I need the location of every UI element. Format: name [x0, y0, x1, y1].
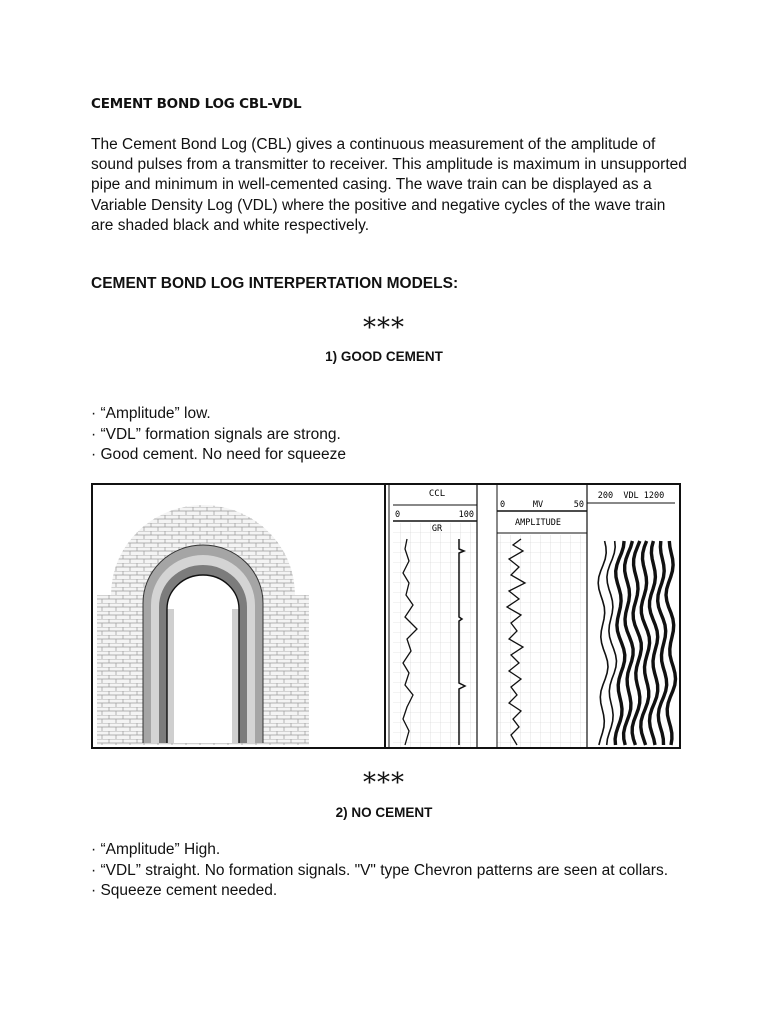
section-heading: CEMENT BOND LOG INTERPERTATION MODELS:	[91, 275, 459, 292]
bullet-item: · “VDL” formation signals are strong.	[91, 425, 341, 443]
mv-max-label: 50	[573, 500, 584, 510]
log-figure-svg	[91, 483, 681, 749]
cement-bond-log-figure	[91, 483, 681, 749]
vdl-header: 200 VDL 1200	[597, 491, 665, 501]
model-heading-good-cement: 1) GOOD CEMENT	[325, 349, 443, 364]
bullet-item: · Squeeze cement needed.	[91, 882, 278, 899]
bullet-item: · “Amplitude” low.	[91, 405, 211, 422]
document-title: CEMENT BOND LOG CBL-VDL	[91, 96, 302, 112]
mv-min-label: 0	[500, 500, 506, 510]
model-heading-no-cement: 2) NO CEMENT	[335, 805, 433, 820]
good-cement-bullets	[91, 404, 691, 466]
mv-label: MV	[532, 500, 544, 510]
separator-stars-1: ***	[363, 313, 405, 343]
ccl-label: CCL	[428, 489, 446, 499]
bullet-item: · “Amplitude” High.	[91, 841, 221, 858]
separator-stars-2: ***	[363, 768, 405, 798]
bullet-item: · “VDL” straight. No formation signals. "V" type Chevron patterns are seen at collars.	[91, 861, 669, 879]
bullet-item: · Good cement. No need for squeeze	[91, 446, 347, 463]
gr-max-label: 100	[458, 510, 474, 520]
gr-min-label: 0	[395, 510, 401, 520]
ccl-gr-track	[393, 489, 477, 747]
amplitude-label: AMPLITUDE	[514, 518, 562, 528]
no-cement-bullets	[91, 840, 691, 902]
intro-paragraph: The Cement Bond Log (CBL) gives a continuous measurement of the amplitude of sound pulses from a transmitter to receiver. This amplitude is maximum in unsupported pipe and minimum in well-cemented casing. The wave train can be displayed as a Variable Density Log (VDL) where the positive and negative cycles of the wave train are shaded black and white respectively.	[91, 136, 687, 234]
gr-label: GR	[431, 524, 443, 534]
